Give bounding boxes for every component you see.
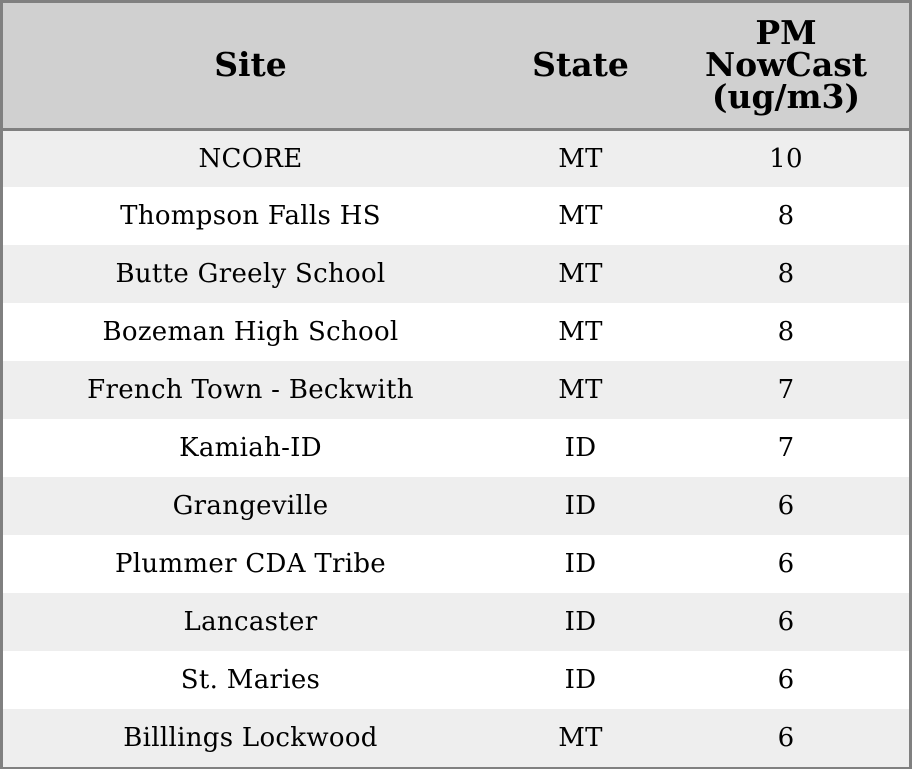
cell-pm-nowcast: 7 — [777, 375, 795, 405]
pm-nowcast-table — [3, 3, 909, 767]
cell-pm-nowcast: 6 — [777, 491, 795, 521]
table-row — [3, 419, 909, 477]
cell-state: ID — [564, 665, 597, 695]
table-body — [3, 129, 909, 767]
column-header-site: Site — [3, 3, 498, 129]
column-header-pm-line-3: (ug/m3) — [711, 77, 861, 117]
table-row — [3, 593, 909, 651]
cell-pm-nowcast: 10 — [769, 143, 803, 174]
table-row — [3, 129, 909, 187]
table-row — [3, 245, 909, 303]
column-header-pm-line-1: PM — [755, 13, 817, 53]
table-header — [3, 3, 909, 129]
cell-pm-nowcast: 6 — [777, 607, 795, 637]
cell-pm-nowcast: 6 — [777, 665, 795, 695]
cell-site: NCORE — [198, 143, 303, 174]
table-row — [3, 303, 909, 361]
header-row — [3, 3, 909, 129]
cell-state: ID — [564, 433, 597, 463]
column-header-pm-line-2: NowCast — [704, 45, 868, 85]
cell-pm-nowcast: 6 — [777, 549, 795, 579]
cell-site: St. Maries — [180, 665, 321, 695]
cell-pm-nowcast: 6 — [777, 723, 795, 753]
cell-site: Lancaster — [183, 607, 318, 637]
cell-site: Thompson Falls HS — [120, 201, 381, 231]
cell-site: French Town - Beckwith — [87, 375, 414, 405]
cell-site: Billlings Lockwood — [123, 723, 378, 753]
cell-state: MT — [558, 259, 603, 289]
cell-site: Kamiah-ID — [179, 433, 322, 463]
cell-state: MT — [558, 143, 603, 174]
table-row — [3, 535, 909, 593]
table-row — [3, 709, 909, 767]
cell-state: MT — [558, 201, 603, 231]
table-row — [3, 361, 909, 419]
cell-state: MT — [558, 317, 603, 347]
cell-site: Butte Greely School — [115, 259, 386, 289]
cell-state: ID — [564, 549, 597, 579]
cell-pm-nowcast: 8 — [777, 259, 795, 289]
column-header-pm-nowcast — [663, 3, 909, 129]
cell-state: ID — [564, 491, 597, 521]
column-header-state: State — [498, 3, 663, 129]
cell-state: MT — [558, 723, 603, 753]
cell-site: Bozeman High School — [102, 317, 399, 347]
cell-pm-nowcast: 7 — [777, 433, 795, 463]
cell-state: ID — [564, 607, 597, 637]
cell-pm-nowcast: 8 — [777, 317, 795, 347]
cell-state: MT — [558, 375, 603, 405]
cell-site: Grangeville — [172, 491, 329, 521]
table-row — [3, 187, 909, 245]
cell-pm-nowcast: 8 — [777, 201, 795, 231]
table-row — [3, 477, 909, 535]
cell-site: Plummer CDA Tribe — [115, 549, 386, 579]
table-row — [3, 651, 909, 709]
